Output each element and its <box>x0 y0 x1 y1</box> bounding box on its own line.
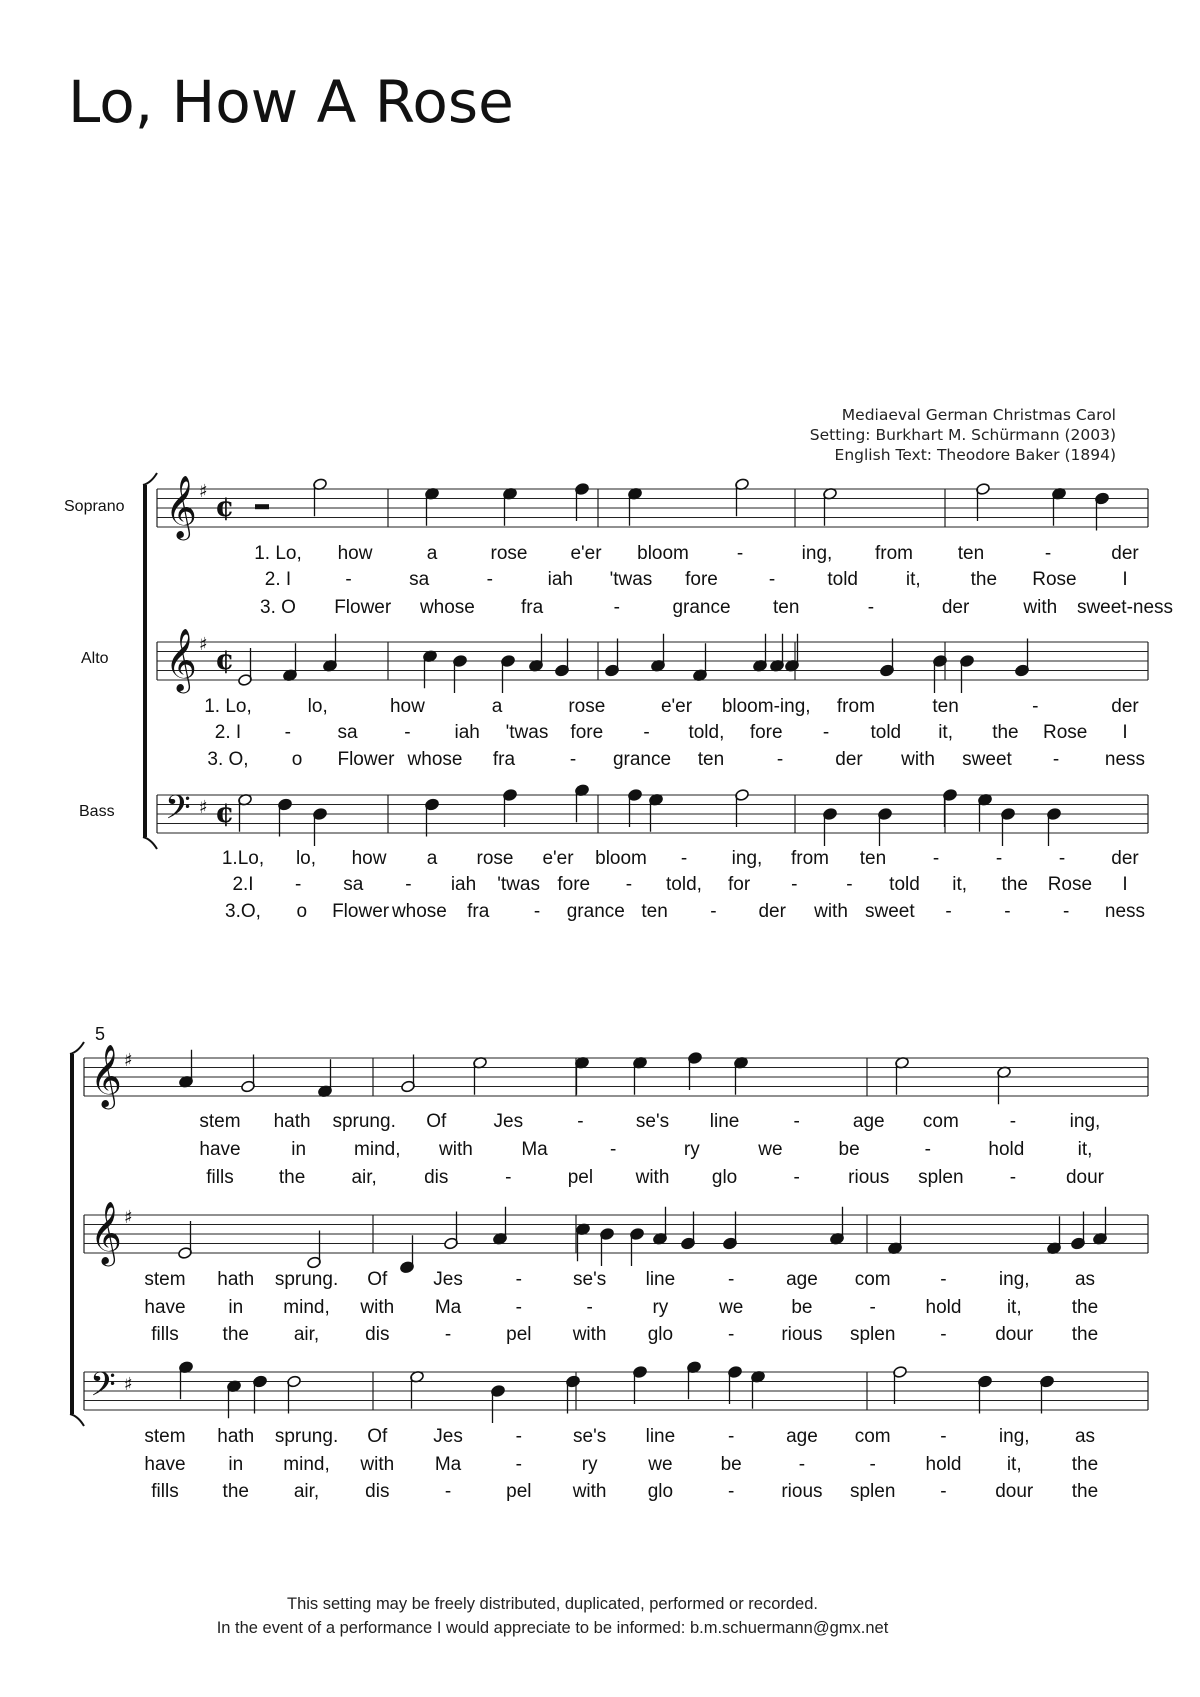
lyric-syllable: - <box>515 1269 523 1290</box>
cut-time-icon: ¢ <box>215 643 235 676</box>
lyric-syllable: rose <box>490 543 528 564</box>
lyric-syllable: I <box>1122 874 1128 895</box>
lyric-syllable: ten <box>859 848 887 869</box>
lyric-syllable: line <box>645 1269 676 1290</box>
lyric-syllable: - <box>945 901 952 922</box>
lyric-syllable: - <box>822 722 830 743</box>
lyric-syllable: Of <box>426 1111 447 1132</box>
lyric-syllable: se's <box>573 1269 607 1290</box>
lyric-syllable: dis <box>365 1481 390 1502</box>
lyric-syllable: sa <box>337 722 358 743</box>
lyric-syllable: age <box>786 1269 818 1290</box>
lyric-syllable: glo <box>711 1167 738 1188</box>
lyric-syllable: told <box>870 722 902 743</box>
lyric-syllable: the <box>1071 1324 1099 1345</box>
lyric-syllable: with <box>572 1324 607 1345</box>
lyric-syllable: - <box>776 749 784 770</box>
lyric-syllable: e'er <box>542 848 574 869</box>
lyric-syllable: 'twas <box>609 569 653 590</box>
lyric-syllable: Jes <box>433 1269 463 1290</box>
lyric-syllable: - <box>791 874 798 895</box>
credit-setting: Setting: Burkhart M. Schürmann (2003) <box>809 426 1116 444</box>
lyric-syllable: com <box>922 1111 959 1132</box>
lyric-syllable: Flower <box>334 597 392 618</box>
lyric-syllable: have <box>144 1297 186 1318</box>
treble-clef-icon: 𝄞 <box>90 1201 122 1264</box>
bracket-hook <box>143 837 157 849</box>
lyric-syllable: 3. O, <box>207 749 249 770</box>
lyric-syllable: - <box>736 543 744 564</box>
lyric-syllable: - <box>680 848 688 869</box>
bracket-hook <box>70 1414 84 1426</box>
lyric-syllable: - <box>867 597 875 618</box>
lyric-syllable: whose <box>407 749 463 770</box>
lyric-syllable: with <box>635 1167 670 1188</box>
lyric-syllable: - <box>643 722 650 743</box>
lyric-syllable: - <box>727 1426 735 1447</box>
lyric-syllable: - <box>793 1111 800 1132</box>
lyric-syllable: it, <box>905 569 921 590</box>
lyric-syllable: der <box>758 901 786 922</box>
lyric-syllable: told, <box>688 722 725 743</box>
lyric-syllable: 3. O <box>260 597 296 618</box>
lyric-syllable: sprung. <box>274 1269 339 1290</box>
lyric-syllable: sprung. <box>332 1111 396 1132</box>
lyric-syllable: - <box>533 901 541 922</box>
lyric-syllable: with <box>1023 597 1058 618</box>
lyric-syllable: it, <box>1077 1139 1093 1160</box>
lyric-syllable: 2.I <box>232 874 254 895</box>
lyric-syllable: air, <box>293 1324 320 1345</box>
lyric-syllable: - <box>1044 543 1052 564</box>
lyric-syllable: sweet <box>864 901 915 922</box>
lyric-syllable: - <box>727 1481 735 1502</box>
lyric-syllable: pel <box>506 1481 532 1502</box>
lyric-syllable: Flower <box>332 901 390 922</box>
lyric-syllable: from <box>875 543 913 564</box>
lyric-syllable: a <box>491 696 503 717</box>
lyric-syllable: - <box>284 722 291 743</box>
lyric-syllable: dour <box>995 1481 1034 1502</box>
lyric-syllable: the <box>992 722 1019 743</box>
lyric-syllable: - <box>940 1426 947 1447</box>
lyric-syllable: fills <box>151 1481 179 1502</box>
lyric-syllable: grance <box>612 749 672 770</box>
lyric-syllable: Ma <box>434 1297 462 1318</box>
lyric-syllable: - <box>1058 848 1066 869</box>
lyric-syllable: ness <box>1104 749 1146 770</box>
lyric-syllable: the <box>1071 1481 1099 1502</box>
lyric-syllable: be <box>838 1139 860 1160</box>
lyric-syllable: - <box>869 1454 876 1475</box>
voice-label-alto: Alto <box>81 650 109 667</box>
lyric-syllable: - <box>404 722 411 743</box>
lyric-syllable: lo, <box>307 696 328 717</box>
treble-clef-icon: 𝄞 <box>165 475 197 538</box>
lyric-syllable: with <box>814 901 848 922</box>
lyric-syllable: hold <box>925 1454 962 1475</box>
lyric-syllable: 'twas <box>505 722 549 743</box>
lyric-syllable: we <box>758 1139 783 1160</box>
cut-time-icon: ¢ <box>215 490 235 523</box>
lyric-syllable: sprung. <box>274 1426 339 1447</box>
lyric-syllable: Rose <box>1047 874 1093 895</box>
lyric-syllable: 3.O, <box>225 901 261 922</box>
lyric-syllable: fra <box>467 901 490 922</box>
lyric-syllable: grance <box>566 901 625 922</box>
lyric-syllable: pel <box>506 1324 532 1345</box>
lyric-syllable: ry <box>683 1139 700 1160</box>
lyric-syllable: it, <box>1006 1454 1022 1475</box>
lyric-syllable: dis <box>365 1324 390 1345</box>
lyric-syllable: fills <box>151 1324 179 1345</box>
lyric-syllable: have <box>199 1139 241 1160</box>
lyric-syllable: - <box>727 1324 735 1345</box>
lyric-syllable: ten <box>697 749 725 770</box>
lyric-syllable: - <box>768 569 776 590</box>
lyric-syllable: mind, <box>283 1297 330 1318</box>
lyric-syllable: fore <box>685 569 718 590</box>
bracket-hook <box>143 473 157 485</box>
lyric-syllable: splen <box>849 1324 896 1345</box>
lyric-syllable: hold <box>988 1139 1025 1160</box>
lyric-syllable: fore <box>749 722 783 743</box>
lyric-syllable: iah <box>547 569 574 590</box>
lyric-syllable: lo, <box>295 848 317 869</box>
lyric-syllable: sweet <box>962 749 1012 770</box>
lyric-syllable: ten <box>772 597 800 618</box>
lyric-syllable: ing, <box>731 848 763 869</box>
sharp-icon: ♯ <box>199 634 208 655</box>
lyric-syllable: age <box>786 1426 818 1447</box>
lyric-syllable: der <box>1111 543 1139 564</box>
lyric-syllable: hold <box>925 1297 962 1318</box>
lyric-syllable: with <box>572 1481 607 1502</box>
sharp-icon: ♯ <box>124 1050 133 1071</box>
lyric-syllable: with <box>901 749 935 770</box>
cut-time-icon: ¢ <box>215 796 235 829</box>
lyric-syllable: - <box>515 1297 523 1318</box>
lyric-syllable: the <box>222 1324 249 1345</box>
lyric-syllable: splen <box>918 1167 964 1188</box>
lyric-syllable: age <box>852 1111 885 1132</box>
lyric-syllable: Of <box>367 1269 388 1290</box>
lyric-syllable: se's <box>573 1426 607 1447</box>
lyric-syllable: air, <box>351 1167 377 1188</box>
lyric-syllable: we <box>648 1454 673 1475</box>
lyric-syllable: from <box>836 696 875 717</box>
lyric-syllable: - <box>1009 1111 1017 1132</box>
lyric-syllable: the <box>1071 1454 1099 1475</box>
lyric-syllable: fore <box>570 722 604 743</box>
lyric-syllable: der <box>941 597 970 618</box>
lyric-syllable: 2. I <box>264 569 292 590</box>
lyric-syllable: with <box>360 1297 395 1318</box>
lyric-syllable: stem <box>144 1426 186 1447</box>
lyric-syllable: sa <box>343 874 364 895</box>
lyric-syllable: - <box>1052 749 1060 770</box>
lyric-syllable: how <box>389 696 425 717</box>
lyric-syllable: how <box>337 543 373 564</box>
lyric-syllable: the <box>1001 874 1028 895</box>
lyric-syllable: the <box>970 569 998 590</box>
bracket-hook <box>70 1042 84 1054</box>
lyric-syllable: Ma <box>521 1139 548 1160</box>
lyric-syllable: ten <box>932 696 959 717</box>
lyric-syllable: ten <box>957 543 985 564</box>
lyric-syllable: from <box>791 848 829 869</box>
lyric-syllable: - <box>405 874 412 895</box>
lyric-syllable: be <box>720 1454 742 1475</box>
page-title: Lo, How A Rose <box>68 68 514 136</box>
lyric-syllable: - <box>1063 901 1070 922</box>
lyric-syllable: whose <box>391 901 447 922</box>
lyric-syllable: stem <box>144 1269 186 1290</box>
lyric-syllable: e'er <box>660 696 693 717</box>
lyric-syllable: with <box>360 1454 395 1475</box>
lyric-syllable: se's <box>635 1111 670 1132</box>
lyric-syllable: - <box>577 1111 584 1132</box>
lyric-syllable: Rose <box>1043 722 1088 743</box>
lyric-syllable: 'twas <box>497 874 540 895</box>
footer-contact: In the event of a performance I would appreciate to be informed: b.m.schuermann@gmx.net <box>216 1619 889 1637</box>
lyric-syllable: hath <box>217 1269 255 1290</box>
lyric-syllable: iah <box>454 722 480 743</box>
lyric-syllable: told, <box>666 874 702 895</box>
lyric-syllable: der <box>1111 696 1139 717</box>
lyric-syllable: - <box>846 874 853 895</box>
credit-origin: Mediaeval German Christmas Carol <box>841 406 1116 424</box>
lyric-syllable: a <box>426 543 438 564</box>
lyric-syllable: Rose <box>1032 569 1077 590</box>
lyric-syllable: - <box>345 569 352 590</box>
half-rest-icon <box>255 504 269 509</box>
lyric-syllable: com <box>854 1269 891 1290</box>
lyric-syllable: dour <box>995 1324 1034 1345</box>
lyric-syllable: for <box>728 874 751 895</box>
lyric-syllable: Flower <box>337 749 395 770</box>
lyric-syllable: ing, <box>801 543 833 564</box>
credit-text: English Text: Theodore Baker (1894) <box>834 446 1116 464</box>
lyric-syllable: - <box>940 1481 947 1502</box>
lyric-syllable: - <box>798 1454 806 1475</box>
lyric-syllable: - <box>613 597 620 618</box>
lyric-syllable: dour <box>1065 1167 1105 1188</box>
lyric-syllable: the <box>1071 1297 1099 1318</box>
sharp-icon: ♯ <box>199 481 208 502</box>
lyric-syllable: in <box>228 1297 244 1318</box>
lyric-syllable: hath <box>273 1111 311 1132</box>
lyric-syllable: - <box>940 1269 947 1290</box>
lyric-syllable: - <box>444 1324 452 1345</box>
lyric-syllable: glo <box>647 1324 674 1345</box>
lyric-syllable: - <box>932 848 940 869</box>
lyric-syllable: splen <box>849 1481 896 1502</box>
lyric-syllable: ing, <box>998 1269 1030 1290</box>
lyric-syllable: - <box>586 1297 593 1318</box>
lyric-syllable: in <box>291 1139 307 1160</box>
voice-label-soprano: Soprano <box>64 498 125 515</box>
lyric-syllable: Of <box>367 1426 388 1447</box>
lyric-syllable: - <box>710 901 717 922</box>
lyric-syllable: 2. I <box>214 722 242 743</box>
lyric-syllable: line <box>645 1426 676 1447</box>
lyric-syllable: whose <box>419 597 475 618</box>
lyric-syllable: with <box>439 1139 473 1160</box>
lyric-syllable: fills <box>206 1167 234 1188</box>
lyric-syllable: fra <box>521 597 544 618</box>
lyric-syllable: - <box>869 1297 876 1318</box>
sharp-icon: ♯ <box>199 797 208 818</box>
lyric-syllable: air, <box>293 1481 320 1502</box>
lyric-syllable: - <box>515 1454 523 1475</box>
lyric-syllable: iah <box>450 874 477 895</box>
lyric-syllable: mind, <box>283 1454 330 1475</box>
lyric-syllable: - <box>1004 901 1011 922</box>
lyric-syllable: I <box>1122 722 1128 743</box>
lyric-syllable: rious <box>781 1481 823 1502</box>
lyric-syllable: der <box>1111 848 1139 869</box>
measure-number: 5 <box>95 1024 106 1044</box>
lyric-syllable: it, <box>952 874 968 895</box>
lyric-syllable: bloom-ing, <box>721 696 811 717</box>
lyric-syllable: Jes <box>433 1426 463 1447</box>
footer <box>0 1592 1105 1640</box>
treble-clef-icon: 𝄞 <box>90 1044 122 1107</box>
lyric-syllable: stem <box>199 1111 241 1132</box>
lyric-syllable: told <box>827 569 858 590</box>
lyric-syllable: line <box>709 1111 740 1132</box>
lyric-syllable: fore <box>557 874 591 895</box>
lyric-syllable: fra <box>492 749 516 770</box>
lyric-syllable: as <box>1074 1269 1096 1290</box>
lyric-syllable: e'er <box>570 543 602 564</box>
sharp-icon: ♯ <box>124 1207 133 1228</box>
lyric-syllable: rious <box>781 1324 823 1345</box>
lyric-syllable: a <box>426 848 438 869</box>
lyric-syllable: o <box>291 749 303 770</box>
lyric-syllable: - <box>940 1324 947 1345</box>
lyric-syllable: grance <box>672 597 731 618</box>
lyric-syllable: sa <box>409 569 430 590</box>
lyric-syllable: ry <box>581 1454 598 1475</box>
lyric-syllable: 1.Lo, <box>221 848 265 869</box>
footer-license: This setting may be freely distributed, duplicated, performed or recorded. <box>286 1595 818 1613</box>
lyric-syllable: dis <box>424 1167 449 1188</box>
lyric-syllable: it, <box>938 722 953 743</box>
lyric-syllable: - <box>515 1426 523 1447</box>
lyric-syllable: - <box>1032 696 1039 717</box>
bass-clef-icon: 𝄢 <box>165 789 191 835</box>
lyric-syllable: Jes <box>493 1111 524 1132</box>
lyric-syllable: - <box>1009 1167 1017 1188</box>
lyric-syllable: I <box>1122 569 1128 590</box>
lyric-syllable: pel <box>567 1167 594 1188</box>
lyric-syllable: the <box>222 1481 249 1502</box>
lyric-syllable: as <box>1074 1426 1096 1447</box>
lyric-syllable: bloom <box>595 848 647 869</box>
lyric-syllable: ry <box>652 1297 669 1318</box>
lyric-syllable: - <box>486 569 493 590</box>
lyric-syllable: 1. Lo, <box>254 543 302 564</box>
lyric-syllable: der <box>835 749 863 770</box>
lyric-syllable: rose <box>568 696 606 717</box>
lyric-syllable: rious <box>848 1167 890 1188</box>
lyric-syllable: sweet-ness <box>1076 597 1174 618</box>
lyric-syllable: - <box>610 1139 617 1160</box>
lyric-syllable: - <box>505 1167 512 1188</box>
lyric-syllable: glo <box>647 1481 674 1502</box>
lyric-syllable: 1. Lo, <box>204 696 252 717</box>
bass-clef-icon: 𝄢 <box>90 1366 116 1412</box>
lyric-syllable: ten <box>641 901 668 922</box>
lyric-syllable: - <box>793 1167 800 1188</box>
lyric-syllable: bloom <box>637 543 689 564</box>
lyric-syllable: in <box>228 1454 244 1475</box>
lyric-syllable: - <box>569 749 577 770</box>
lyric-syllable: - <box>444 1481 452 1502</box>
lyric-syllable: ing, <box>1069 1111 1101 1132</box>
lyric-syllable: rose <box>476 848 514 869</box>
lyric-syllable: it, <box>1006 1297 1022 1318</box>
lyric-syllable: o <box>296 901 308 922</box>
lyric-syllable: have <box>144 1454 186 1475</box>
lyrics-layer <box>144 543 1173 1502</box>
lyric-syllable: we <box>719 1297 744 1318</box>
lyric-syllable: hath <box>217 1426 255 1447</box>
lyric-syllable: ness <box>1104 901 1146 922</box>
lyric-syllable: be <box>791 1297 813 1318</box>
lyric-syllable: ing, <box>998 1426 1030 1447</box>
sharp-icon: ♯ <box>124 1374 133 1395</box>
lyric-syllable: mind, <box>354 1139 401 1160</box>
treble-clef-icon: 𝄞 <box>165 628 197 691</box>
lyric-syllable: - <box>625 874 633 895</box>
lyric-syllable: how <box>351 848 387 869</box>
voice-label-bass: Bass <box>79 803 115 820</box>
lyric-syllable: com <box>854 1426 891 1447</box>
lyric-syllable: Ma <box>434 1454 462 1475</box>
lyric-syllable: told <box>889 874 920 895</box>
lyric-syllable: - <box>727 1269 735 1290</box>
lyric-syllable: - <box>294 874 302 895</box>
lyric-syllable: - <box>924 1139 931 1160</box>
lyric-syllable: - <box>995 848 1003 869</box>
lyric-syllable: the <box>278 1167 306 1188</box>
